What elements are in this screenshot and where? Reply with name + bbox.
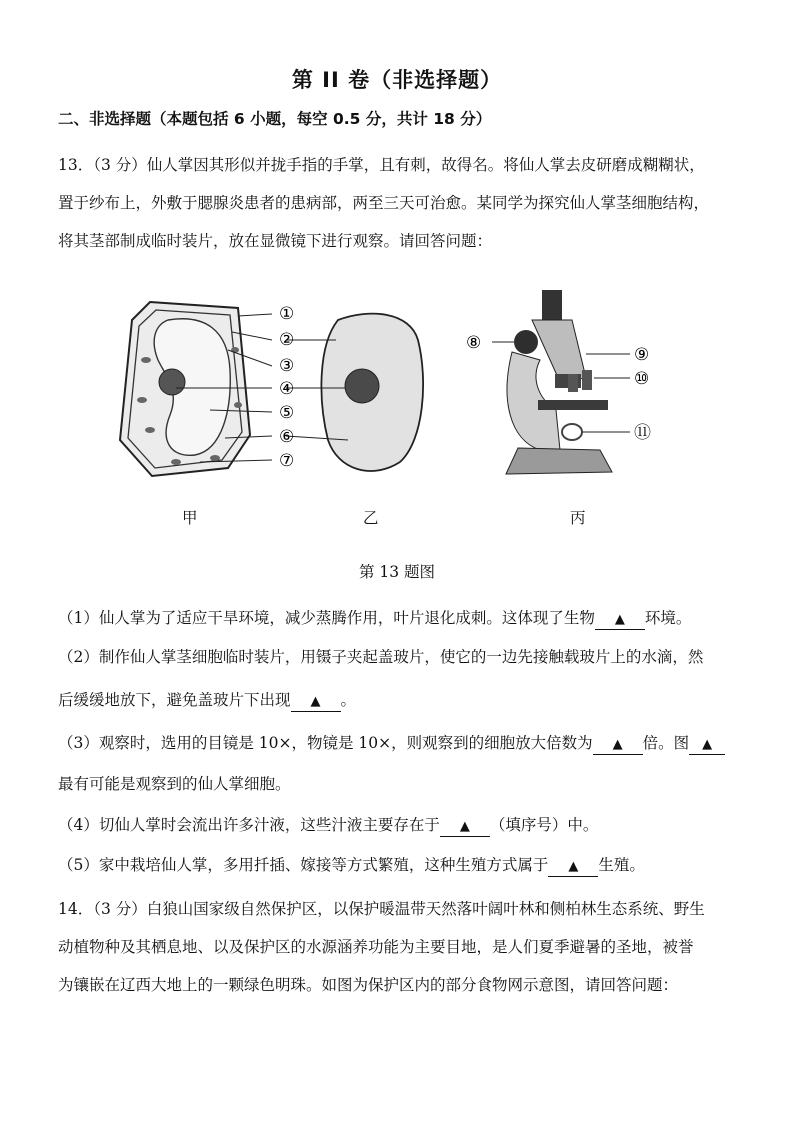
q13-sub-2-line-2 bbox=[58, 688, 774, 712]
label-5: ⑤ bbox=[279, 403, 295, 423]
blank-mark: ▲ bbox=[310, 694, 321, 709]
sub2-text-end: 。 bbox=[340, 691, 357, 709]
sub3-text: （3）观察时，选用的目镜是 10×，物镜是 10×，则观察到的细胞放大倍数为 bbox=[58, 734, 593, 752]
blank-mark: ▲ bbox=[568, 859, 579, 874]
animal-cell-diagram bbox=[286, 314, 423, 471]
label-3: ③ bbox=[279, 356, 295, 376]
q14-line-2: 动植物种及其栖息地、以及保护区的水源涵养功能为主要目地，是人们夏季避暑的圣地，被誉 bbox=[58, 938, 694, 956]
q13-sub-3-line-2: 最有可能是观察到的仙人掌细胞。 bbox=[58, 775, 291, 793]
answer-blank-5[interactable] bbox=[440, 816, 490, 837]
question-13-stem bbox=[58, 146, 770, 260]
answer-blank-1[interactable] bbox=[595, 609, 645, 630]
plant-cell-diagram bbox=[120, 302, 272, 476]
label-1: ① bbox=[279, 304, 295, 324]
plant-cell-labels bbox=[279, 304, 294, 471]
label-10: ⑩ bbox=[634, 369, 650, 389]
answer-blank-6[interactable] bbox=[548, 856, 598, 877]
answer-blank-4[interactable] bbox=[689, 734, 725, 755]
figure-name-bing: 丙 bbox=[570, 509, 586, 527]
q13-sub-4 bbox=[58, 813, 774, 837]
label-9: ⑨ bbox=[634, 345, 650, 365]
label-7: ⑦ bbox=[279, 451, 295, 471]
blank-mark: ▲ bbox=[459, 819, 470, 834]
figure-name-jia: 甲 bbox=[182, 509, 198, 527]
figure-13 bbox=[0, 290, 794, 540]
blank-mark: ▲ bbox=[612, 737, 623, 752]
q13-sub-2-line-1: （2）制作仙人掌茎细胞临时装片，用镊子夹起盖玻片，使它的一边先接触载玻片上的水滴，然 bbox=[58, 648, 704, 666]
sub2-text: 后缓缓地放下，避免盖玻片下出现 bbox=[58, 691, 291, 709]
paper-title: 第 II 卷（非选择题） bbox=[291, 68, 503, 92]
label-2: ② bbox=[279, 330, 295, 350]
q14-line-3: 为镶嵌在辽西大地上的一颗绿色明珠。如图为保护区内的部分食物网示意图，请回答问题： bbox=[58, 976, 679, 994]
sub4-text: （4）切仙人掌时会流出许多汁液，这些汁液主要存在于 bbox=[58, 816, 440, 834]
q13-line-1: 13．（3 分）仙人掌因其形似并拢手指的手掌，且有刺，故得名。将仙人掌去皮研磨成糊糊状， bbox=[58, 156, 705, 174]
blank-mark: ▲ bbox=[614, 612, 625, 627]
sub5-text-end: 生殖。 bbox=[598, 856, 645, 874]
microscope-diagram bbox=[466, 290, 651, 474]
label-4: ④ bbox=[279, 379, 295, 399]
answer-blank-2[interactable] bbox=[291, 691, 341, 712]
question-14-stem bbox=[58, 890, 770, 1004]
blank-mark: ▲ bbox=[702, 737, 713, 752]
q13-sub-3-line-1 bbox=[58, 731, 774, 755]
sub1-text: （1）仙人掌为了适应干旱环境，减少蒸腾作用，叶片退化成刺。这体现了生物 bbox=[58, 609, 595, 627]
label-8: ⑧ bbox=[466, 333, 482, 353]
q14-line-1: 14．（3 分）白狼山国家级自然保护区，以保护暖温带天然落叶阔叶林和侧柏林生态系统、野生 bbox=[58, 900, 705, 918]
q13-line-3: 将其茎部制成临时装片，放在显微镜下进行观察。请回答问题： bbox=[58, 232, 493, 250]
figure-name-yi: 乙 bbox=[363, 509, 379, 527]
section-heading: 二、非选择题（本题包括 6 小题，每空 0.5 分，共计 18 分） bbox=[58, 110, 492, 128]
sub3-text-mid: 倍。图 bbox=[642, 734, 690, 752]
q13-sub-5 bbox=[58, 853, 774, 877]
figure-caption: 第 13 题图 bbox=[358, 563, 436, 581]
sub1-text-end: 环境。 bbox=[644, 609, 692, 627]
sub4-text-end: （填序号）中。 bbox=[489, 816, 599, 834]
label-11: ⑪ bbox=[634, 423, 651, 443]
label-6: ⑥ bbox=[279, 427, 295, 447]
q13-line-2: 置于纱布上，外敷于腮腺炎患者的患病部，两至三天可治愈。某同学为探究仙人掌茎细胞结构， bbox=[58, 194, 710, 212]
answer-blank-3[interactable] bbox=[593, 734, 643, 755]
q13-sub-1 bbox=[58, 606, 774, 630]
sub5-text: （5）家中栽培仙人掌，多用扦插、嫁接等方式繁殖，这种生殖方式属于 bbox=[58, 856, 549, 874]
